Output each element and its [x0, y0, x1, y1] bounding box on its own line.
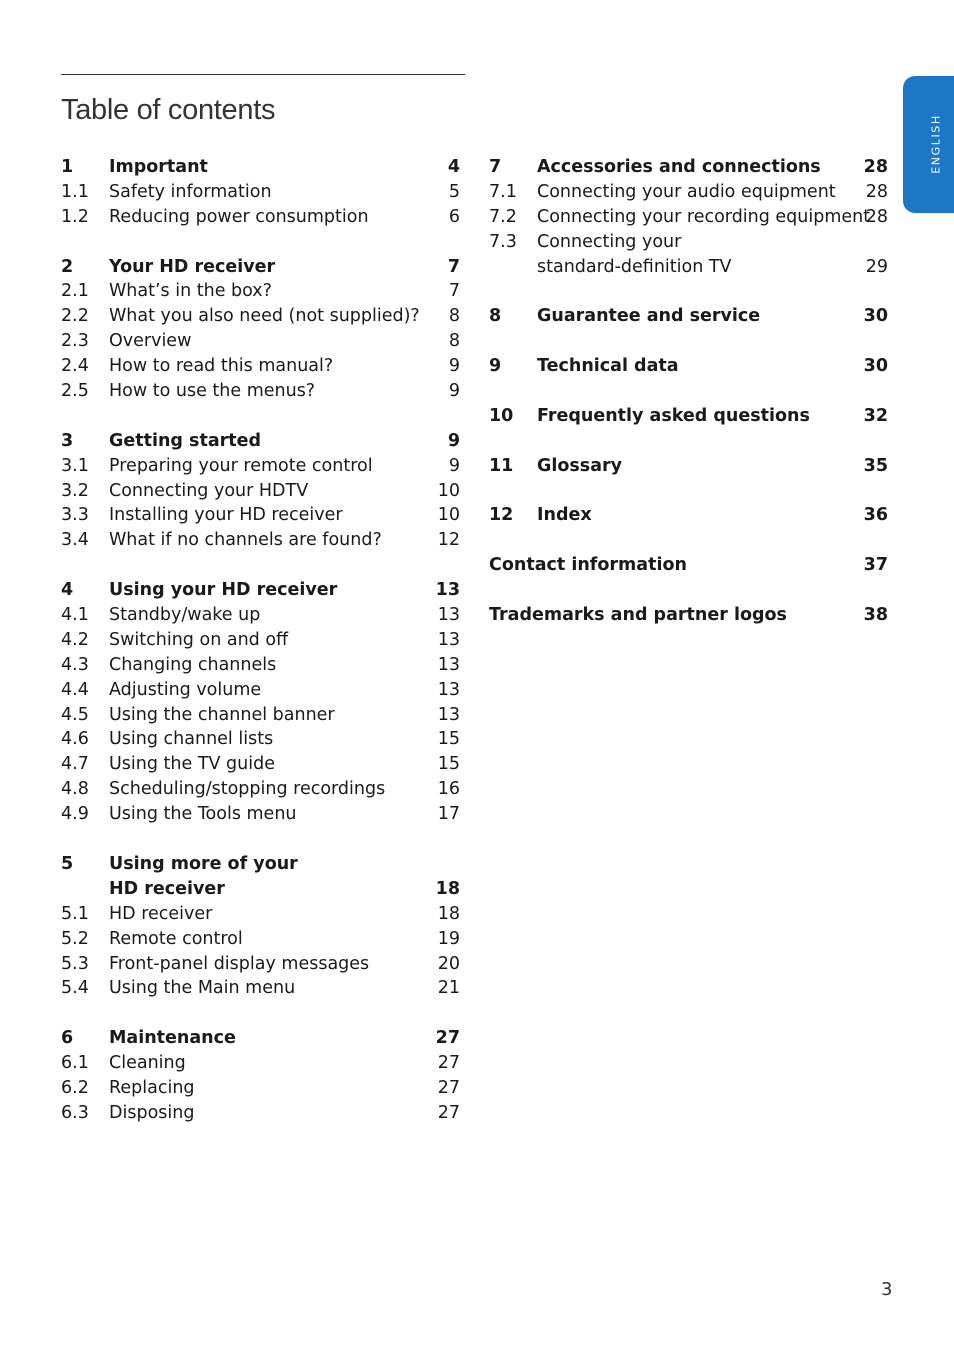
toc-chapter-entry[interactable] [61, 1026, 460, 1051]
toc-entry-page: 38 [863, 605, 888, 626]
toc-entry-title: HD receiver [109, 903, 213, 924]
toc-entry-title: Using the Tools menu [109, 804, 297, 825]
toc-entry-number: 1.2 [61, 206, 89, 227]
toc-chapter-entry[interactable] [61, 429, 460, 454]
toc-entry-number: 6.3 [61, 1102, 89, 1123]
toc-entry-title: Using the Main menu [109, 978, 296, 999]
toc-subsection-entry[interactable] [61, 653, 460, 678]
toc-entry-number: 4.2 [61, 629, 89, 650]
toc-section [489, 603, 888, 628]
toc-entry-page: 9 [448, 455, 460, 476]
toc-entry-page: 7 [447, 256, 460, 277]
toc-entry-title: Your HD receiver [109, 256, 276, 277]
toc-entry-page: 13 [437, 605, 460, 626]
toc-subsection-entry[interactable] [61, 628, 460, 653]
toc-entry-number: 1 [61, 157, 74, 177]
page-title: Table of contents [61, 94, 276, 126]
toc-chapter-entry[interactable] [489, 354, 888, 379]
toc-entry-title: Frequently asked questions [537, 405, 810, 426]
toc-subsection-entry[interactable] [61, 1051, 460, 1076]
toc-entry-title: How to read this manual? [109, 356, 334, 377]
toc-entry-title: Getting started [109, 430, 262, 451]
toc-entry-title: Using the TV guide [109, 754, 275, 775]
toc-chapter-entry[interactable] [61, 255, 460, 280]
toc-subsection-entry[interactable] [61, 802, 460, 827]
toc-entry-number: 10 [489, 405, 514, 426]
toc-entry-number: 4 [61, 580, 74, 601]
toc-entry-page: 9 [448, 381, 460, 402]
toc-entry-number: 12 [489, 505, 514, 526]
toc-entry-number: 5.1 [61, 903, 89, 924]
toc-entry-title: Connecting your HDTV [109, 480, 309, 501]
toc-subsection-entry[interactable] [489, 180, 888, 205]
toc-entry-title: Adjusting volume [109, 679, 262, 700]
toc-section [489, 553, 888, 578]
toc-entry-title: What if no channels are found? [109, 530, 382, 551]
toc-entry-number: 6.1 [61, 1053, 89, 1074]
toc-section [489, 454, 888, 479]
toc-entry-number: 3 [61, 430, 74, 451]
toc-entry-page: 32 [863, 405, 888, 426]
toc-entry-number: 4.3 [61, 654, 89, 675]
toc-entry-page: 30 [863, 306, 888, 327]
toc-subsection-entry[interactable] [61, 678, 460, 703]
toc-entry-number: 4.7 [61, 754, 89, 775]
toc-entry-page: 8 [448, 306, 460, 327]
toc-entry-number: 9 [489, 356, 502, 377]
toc-entry-number: 5.3 [61, 953, 89, 974]
toc-entry-number: 2 [61, 256, 74, 277]
toc-entry-page: 16 [437, 779, 460, 800]
toc-entry-number: 5.2 [61, 928, 89, 949]
toc-entry-title: Scheduling/stopping recordings [109, 779, 386, 800]
toc-entry-title: Using channel lists [109, 729, 274, 750]
toc-entry-page: 15 [437, 729, 460, 750]
toc-chapter-entry[interactable] [489, 304, 888, 329]
toc-entry-page: 4 [447, 157, 460, 177]
toc-entry-number: 3.3 [61, 505, 89, 526]
toc-entry-title: Switching on and off [109, 629, 289, 650]
toc-entry-number: 2.2 [61, 306, 89, 327]
toc-chapter-entry[interactable] [61, 155, 460, 180]
toc-section [61, 255, 460, 404]
toc-entry-title: Standby/wake up [109, 605, 261, 626]
toc-entry-number: 3.4 [61, 530, 89, 551]
toc-subsection-entry[interactable] [61, 503, 460, 528]
toc-subsection-entry[interactable] [61, 205, 460, 230]
toc-entry-page: 13 [437, 704, 460, 725]
toc-entry-page: 15 [437, 754, 460, 775]
toc-chapter-entry[interactable] [489, 553, 888, 578]
toc-right-column [489, 155, 888, 653]
toc-chapter-entry[interactable] [489, 404, 888, 429]
toc-entry-title: Disposing [109, 1102, 195, 1123]
toc-entry-page: 19 [437, 928, 460, 949]
toc-entry-title: Connecting your [537, 231, 682, 252]
toc-entry-number: 5 [61, 853, 74, 874]
toc-chapter-entry[interactable] [61, 877, 460, 902]
toc-section [489, 503, 888, 528]
toc-entry-number: 4.8 [61, 779, 89, 800]
toc-entry-number: 3.2 [61, 480, 89, 501]
toc-entry-page: 10 [437, 480, 460, 501]
title-rule [61, 74, 465, 75]
toc-entry-page: 21 [437, 978, 460, 999]
toc-entry-page: 27 [437, 1053, 460, 1074]
toc-entry-page: 28 [865, 206, 888, 227]
toc-subsection-entry[interactable] [61, 1101, 460, 1126]
toc-entry-page: 13 [435, 580, 460, 601]
page-number: 3 [881, 1279, 893, 1300]
toc-subsection-entry[interactable] [61, 952, 460, 977]
toc-entry-number: 1.1 [61, 181, 89, 202]
language-tab [903, 76, 954, 213]
toc-entry-page: 7 [448, 281, 460, 302]
toc-entry-page: 20 [437, 953, 460, 974]
toc-entry-title: Maintenance [109, 1028, 236, 1049]
toc-entry-title: Overview [109, 331, 192, 352]
toc-section [61, 852, 460, 1001]
toc-entry-title: What you also need (not supplied)? [109, 306, 420, 327]
toc-entry-title: How to use the menus? [109, 381, 316, 402]
toc-entry-title: Cleaning [109, 1053, 186, 1074]
toc-entry-page: 18 [435, 878, 460, 899]
toc-entry-title: Using more of your [109, 853, 298, 874]
toc-entry-title: Preparing your remote control [109, 455, 373, 476]
toc-entry-number: 5.4 [61, 978, 89, 999]
toc-entry-title: Trademarks and partner logos [489, 605, 787, 626]
toc-entry-page: 12 [437, 530, 460, 551]
toc-entry-page: 6 [448, 206, 460, 227]
toc-section [61, 578, 460, 827]
toc-entry-number: 3.1 [61, 455, 89, 476]
toc-entry-number: 4.9 [61, 804, 89, 825]
toc-section [61, 155, 460, 230]
toc-subsection-entry[interactable] [61, 528, 460, 553]
toc-entry-number: 7.2 [489, 206, 517, 227]
toc-entry-title: HD receiver [109, 878, 225, 899]
toc-entry-title: Technical data [537, 356, 679, 377]
toc-entry-number: 4.5 [61, 704, 89, 725]
toc-entry-number: 2.3 [61, 331, 89, 352]
toc-subsection-entry[interactable] [61, 777, 460, 802]
toc-entry-page: 35 [863, 455, 888, 476]
toc-entry-number: 6.2 [61, 1077, 89, 1098]
toc-entry-page: 27 [435, 1028, 460, 1049]
toc-entry-page: 13 [437, 679, 460, 700]
toc-entry-number: 7.1 [489, 181, 517, 202]
toc-entry-title: Changing channels [109, 654, 277, 675]
toc-entry-title: Accessories and connections [537, 157, 821, 177]
toc-entry-title: Installing your HD receiver [109, 505, 343, 526]
toc-entry-title: standard-definition TV [537, 256, 732, 277]
toc-section [489, 354, 888, 379]
toc-subsection-entry[interactable] [61, 727, 460, 752]
toc-entry-page: 9 [447, 430, 460, 451]
toc-entry-title: What’s in the box? [109, 281, 272, 302]
toc-subsection-entry[interactable] [489, 205, 888, 230]
toc-subsection-entry[interactable] [61, 1076, 460, 1101]
language-tab-label: ENGLISH [929, 114, 943, 174]
toc-entry-page: 10 [437, 505, 460, 526]
toc-chapter-entry[interactable] [489, 454, 888, 479]
toc-entry-page: 27 [437, 1102, 460, 1123]
toc-entry-title: Guarantee and service [537, 306, 761, 327]
toc-entry-page: 30 [863, 356, 888, 377]
toc-section [489, 155, 888, 279]
toc-left-column [61, 155, 460, 1151]
toc-subsection-entry[interactable] [61, 927, 460, 952]
toc-entry-title: Connecting your audio equipment [537, 181, 836, 202]
toc-entry-number: 11 [489, 455, 514, 476]
toc-entry-number: 7.3 [489, 231, 517, 252]
toc-chapter-entry[interactable] [489, 603, 888, 628]
toc-entry-title: Remote control [109, 928, 243, 949]
toc-subsection-entry[interactable] [61, 479, 460, 504]
toc-entry-page: 13 [437, 654, 460, 675]
toc-subsection-entry[interactable] [61, 180, 460, 205]
toc-entry-page: 28 [865, 181, 888, 202]
toc-entry-title: Glossary [537, 455, 623, 476]
toc-subsection-entry[interactable] [61, 603, 460, 628]
toc-section [489, 304, 888, 329]
toc-entry-title: Important [109, 157, 208, 177]
toc-entry-page: 36 [863, 505, 888, 526]
toc-entry-page: 8 [448, 331, 460, 352]
toc-subsection-entry[interactable] [61, 279, 460, 304]
toc-subsection-entry[interactable] [61, 976, 460, 1001]
toc-section [61, 429, 460, 553]
toc-entry-title: Index [537, 505, 592, 526]
toc-entry-title: Safety information [109, 181, 272, 202]
toc-chapter-entry[interactable] [61, 578, 460, 603]
toc-subsection-entry[interactable] [489, 230, 888, 255]
toc-entry-number: 2.5 [61, 381, 89, 402]
toc-section [489, 404, 888, 429]
toc-entry-page: 18 [437, 903, 460, 924]
toc-subsection-entry[interactable] [61, 304, 460, 329]
toc-entry-page: 5 [448, 181, 460, 202]
toc-entry-number: 6 [61, 1028, 74, 1049]
toc-subsection-entry[interactable] [61, 379, 460, 404]
toc-entry-title: Contact information [489, 555, 687, 576]
toc-entry-page: 17 [437, 804, 460, 825]
toc-entry-number: 2.1 [61, 281, 89, 302]
toc-subsection-entry[interactable] [61, 902, 460, 927]
toc-entry-page: 9 [448, 356, 460, 377]
toc-subsection-entry[interactable] [61, 454, 460, 479]
toc-entry-title: Using the channel banner [109, 704, 335, 725]
toc-entry-number: 4.4 [61, 679, 89, 700]
toc-subsection-entry[interactable] [489, 255, 888, 280]
toc-entry-number: 4.6 [61, 729, 89, 750]
toc-entry-number: 8 [489, 306, 502, 327]
toc-entry-title: Connecting your recording equipment [537, 206, 871, 227]
toc-subsection-entry[interactable] [61, 354, 460, 379]
toc-entry-title: Using your HD receiver [109, 580, 338, 601]
toc-entry-page: 29 [865, 256, 888, 277]
toc-chapter-entry[interactable] [61, 852, 460, 877]
toc-entry-title: Replacing [109, 1077, 195, 1098]
toc-subsection-entry[interactable] [61, 329, 460, 354]
toc-entry-page: 13 [437, 629, 460, 650]
toc-subsection-entry[interactable] [61, 752, 460, 777]
toc-section [61, 1026, 460, 1126]
toc-entry-number: 2.4 [61, 356, 89, 377]
toc-chapter-entry[interactable] [489, 155, 888, 180]
toc-chapter-entry[interactable] [489, 503, 888, 528]
toc-entry-title: Reducing power consumption [109, 206, 369, 227]
toc-entry-page: 37 [863, 555, 888, 576]
toc-entry-number: 4.1 [61, 605, 89, 626]
toc-entry-page: 28 [863, 157, 888, 177]
toc-entry-title: Front-panel display messages [109, 953, 370, 974]
toc-subsection-entry[interactable] [61, 703, 460, 728]
toc-entry-page: 27 [437, 1077, 460, 1098]
toc-entry-number: 7 [489, 157, 502, 177]
